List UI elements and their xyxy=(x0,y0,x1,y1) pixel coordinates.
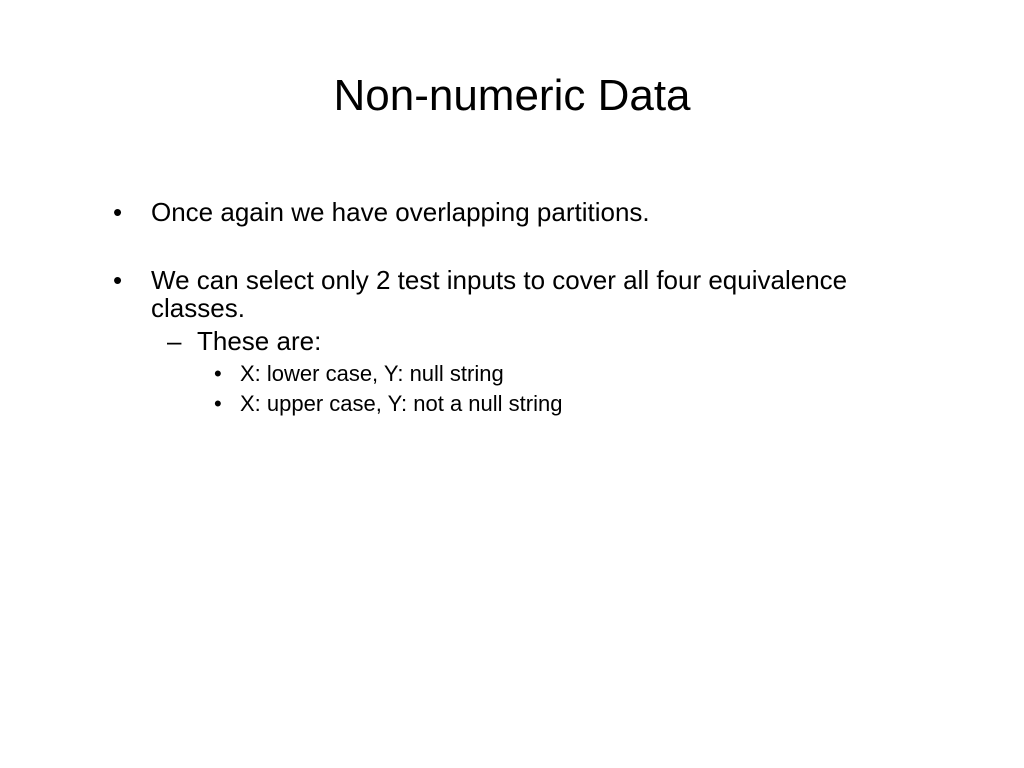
bullet-text: Once again we have overlapping partitions. xyxy=(151,197,650,227)
sub-sub-bullet-text: X: upper case, Y: not a null string xyxy=(240,391,563,416)
bullet-item-overlapping-partitions xyxy=(113,198,933,226)
bullet-item-two-test-inputs xyxy=(113,266,933,322)
sub-bullet-item-these-are xyxy=(167,327,867,355)
bullet-dot-icon: • xyxy=(113,265,123,295)
bullet-dot-icon: • xyxy=(214,391,222,416)
sub-sub-bullet-item-upper-case xyxy=(214,391,914,417)
sub-sub-bullet-item-lower-case xyxy=(214,361,914,387)
sub-bullet-text: These are: xyxy=(197,326,322,356)
slide-title: Non-numeric Data xyxy=(333,71,691,120)
bullet-dot-icon: • xyxy=(214,361,222,386)
dash-bullet-icon: – xyxy=(167,326,182,356)
sub-sub-bullet-text: X: lower case, Y: null string xyxy=(240,361,504,386)
bullet-dot-icon: • xyxy=(113,197,123,227)
bullet-text: We can select only 2 test inputs to cover all four equivalence classes. xyxy=(151,265,848,323)
